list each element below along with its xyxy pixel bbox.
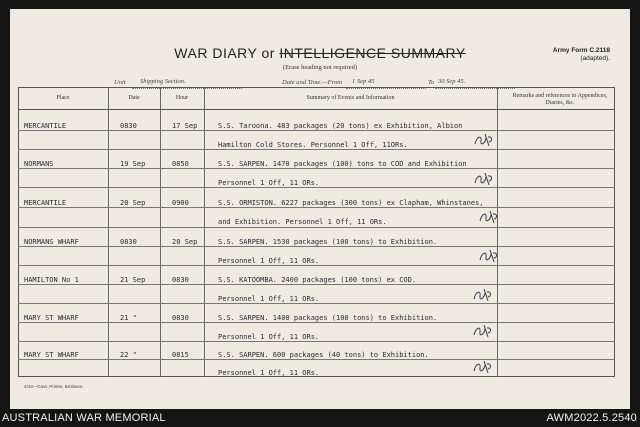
header-remarks: Remarks and references to Appendices, Diaries, &c. [512, 93, 608, 106]
signature-initials [473, 171, 495, 187]
title-intelligence-summary: INTELLIGENCE SUMMARY [279, 45, 466, 61]
date-to: 30 Sep 45. [438, 78, 466, 85]
date-label: Date and Time.—From [282, 79, 342, 86]
entry-place: MERCANTILE [24, 122, 67, 130]
signature-initials [473, 132, 495, 148]
entry-hour: 17 Sep [172, 122, 198, 130]
entry-summary-line1: S.S. ORMISTON. 6227 packages (300 tons) ex Clapham, Whinstanes, [218, 199, 484, 207]
caption-institution: AUSTRALIAN WAR MEMORIAL [2, 412, 166, 424]
printer-footnote: 4/43—Govt. Printer, Brisbane. [24, 384, 84, 389]
signature-initials [472, 287, 494, 303]
entry-summary-line1: S.S. KATOOMBA. 2400 packages (100 tons) ex COD. [218, 276, 417, 284]
caption-accession-number: AWM2022.5.2540 [546, 412, 637, 424]
entry-hour: 0815 [172, 351, 189, 359]
unit-value: Shipping Section. [140, 78, 186, 85]
entry-place: MARY ST WHARF [24, 351, 79, 359]
entry-place: NORMANS [24, 160, 54, 168]
header-date: Date [128, 95, 140, 101]
entry-place: MARY ST WHARF [24, 314, 79, 322]
army-form-number: Army Form C.2118 [552, 47, 610, 54]
entry-hour: 0830 [172, 276, 189, 284]
title-war-diary: WAR DIARY or [174, 45, 280, 61]
entry-summary-line1: S.S. SARPEN. 1530 packages (100 tons) to Exhibition. [218, 238, 438, 246]
entry-date: 19 Sep [120, 160, 146, 168]
entry-date: 0830 [120, 238, 137, 246]
header-summary: Summary of Events and Information [306, 95, 395, 101]
entry-hour: 0900 [172, 199, 189, 207]
subtitle: (Erase heading not required) [282, 64, 358, 71]
army-form-adapted: (adapted). [580, 55, 610, 62]
unit-label: Unit [114, 79, 126, 86]
entry-summary-line2: Personnel 1 Off, 11 ORs. [218, 257, 320, 265]
entry-hour: 0830 [172, 314, 189, 322]
entry-date: 0830 [120, 122, 137, 130]
entry-date: 21 Sep [120, 276, 146, 284]
army-form-label [553, 47, 610, 63]
entry-summary-line2: Personnel 1 Off, 11 ORs. [218, 179, 320, 187]
entry-summary-line2: and Exhibition. Personnel 1 Off, 11 ORs. [218, 218, 387, 226]
entry-date: 20 Sep [120, 199, 146, 207]
header-place: Place [56, 95, 70, 101]
entry-summary-line1: S.S. SARPEN. 1400 packages (100 tons) to Exhibition. [218, 314, 438, 322]
date-from: 1 Sep 45 [352, 78, 375, 85]
entry-summary-line1: S.S. Taroona. 483 packages (20 tons) ex Exhibition, Albion [218, 122, 463, 130]
entry-summary-line2: Personnel 1 Off, 11 ORs. [218, 295, 320, 303]
entry-place: NORMANS WHARF [24, 238, 79, 246]
entry-summary-line2: Personnel 1 Off, 11 ORs. [218, 369, 320, 377]
diary-sheet [10, 9, 630, 409]
entry-summary-line1: S.S. SARPEN. 600 packages (40 tons) to Exhibition. [218, 351, 429, 359]
entry-place: MERCANTILE [24, 199, 67, 207]
row-rule [18, 227, 615, 228]
entry-date: 21 " [120, 314, 137, 322]
header-hour: Hour [175, 95, 189, 101]
entry-summary-line2: Hamilton Cold Stores. Personnel 1 Off, 11ORs. [218, 141, 408, 149]
entry-place: HAMILTON No 1 [24, 276, 79, 284]
signature-initials [472, 359, 494, 375]
header-rule [18, 109, 615, 110]
signature-initials [478, 248, 500, 264]
entry-date: 22 " [120, 351, 137, 359]
page-title [10, 45, 630, 61]
entry-hour: 20 Sep [172, 238, 198, 246]
signature-initials [472, 323, 494, 339]
entry-summary-line2: Personnel 1 Off, 11 ORs. [218, 333, 320, 341]
date-to-label: To [428, 79, 435, 86]
signature-initials [478, 209, 500, 225]
entry-summary-line1: S.S. SARPEN. 1470 packages (100) tons to COD and Exhibition [218, 160, 467, 168]
entry-hour: 0850 [172, 160, 189, 168]
